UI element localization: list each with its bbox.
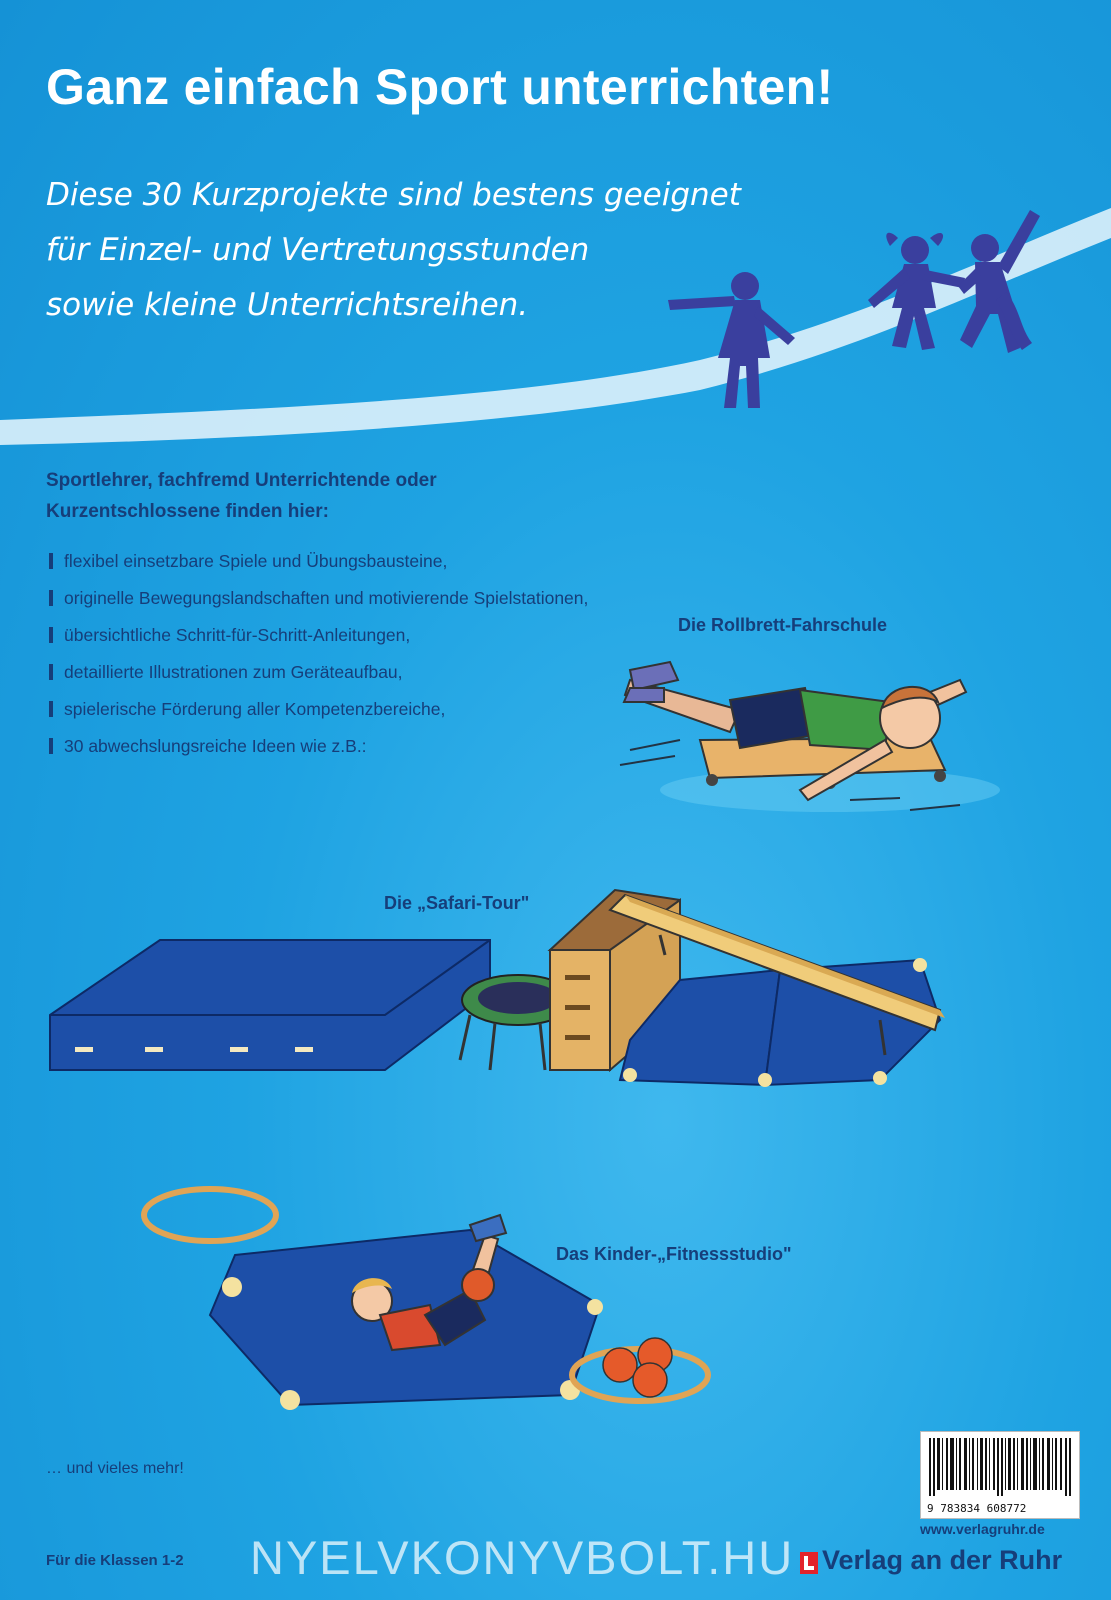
barcode bbox=[920, 1431, 1080, 1519]
bullet-icon bbox=[49, 738, 53, 754]
fitnessstudio-illustration bbox=[140, 1175, 730, 1420]
list-item-text: detaillierte Illustrationen zum Geräteaufbau, bbox=[64, 662, 403, 682]
bullet-icon bbox=[49, 553, 53, 569]
publisher-url[interactable]: www.verlagruhr.de bbox=[920, 1521, 1045, 1537]
intro-line: für Einzel- und Vertretungsstunden bbox=[46, 232, 590, 268]
caption-fitness: Das Kinder-„Fitnessstudio" bbox=[556, 1244, 792, 1264]
more-text: … und vieles mehr! bbox=[46, 1460, 184, 1477]
bullet-icon bbox=[49, 664, 53, 680]
list-item-text: spielerische Förderung aller Kompetenzbereiche, bbox=[64, 699, 446, 719]
list-item bbox=[46, 548, 606, 574]
list-item-text: originelle Bewegungslandschaften und motivierende Spielstationen, bbox=[64, 588, 589, 608]
caption-rollbrett: Die Rollbrett-Fahrschule bbox=[678, 615, 888, 635]
feature-list bbox=[46, 548, 606, 770]
caption-safari: Die „Safari-Tour" bbox=[384, 893, 530, 913]
list-item bbox=[46, 659, 606, 685]
list-item-text: flexibel einsetzbare Spiele und Übungsbausteine, bbox=[64, 551, 448, 571]
list-item bbox=[46, 622, 606, 648]
list-item bbox=[46, 733, 606, 759]
intro-line: sowie kleine Unterrichtsreihen. bbox=[46, 287, 529, 323]
publisher-name: Verlag an der Ruhr bbox=[822, 1545, 1063, 1575]
watermark: NYELVKONYVBOLT.HU bbox=[250, 1531, 795, 1584]
list-item-text: 30 abwechslungsreiche Ideen wie z.B.: bbox=[64, 736, 367, 756]
publisher-logo-icon bbox=[800, 1552, 818, 1574]
list-item-text: übersichtliche Schritt-für-Schritt-Anleitungen, bbox=[64, 625, 411, 645]
barcode-bars bbox=[929, 1438, 1071, 1496]
list-item bbox=[46, 585, 606, 611]
intro-text bbox=[46, 168, 741, 333]
bullet-icon bbox=[49, 701, 53, 717]
isbn-digits: 9 783834 608772 bbox=[927, 1502, 1027, 1515]
list-item bbox=[46, 696, 606, 722]
bullet-icon bbox=[49, 590, 53, 606]
page-title: Ganz einfach Sport unterrichten! bbox=[46, 59, 834, 115]
intro-line: Diese 30 Kurzprojekte sind bestens geeignet bbox=[46, 177, 741, 213]
rollbrett-illustration bbox=[600, 640, 1020, 830]
grade-level: Für die Klassen 1-2 bbox=[46, 1552, 184, 1569]
lead-paragraph: Sportlehrer, fachfremd Unterrichtende oder Kurzentschlossene finden hier: bbox=[46, 470, 437, 522]
safari-tour-illustration bbox=[40, 880, 970, 1110]
bullet-icon bbox=[49, 627, 53, 643]
